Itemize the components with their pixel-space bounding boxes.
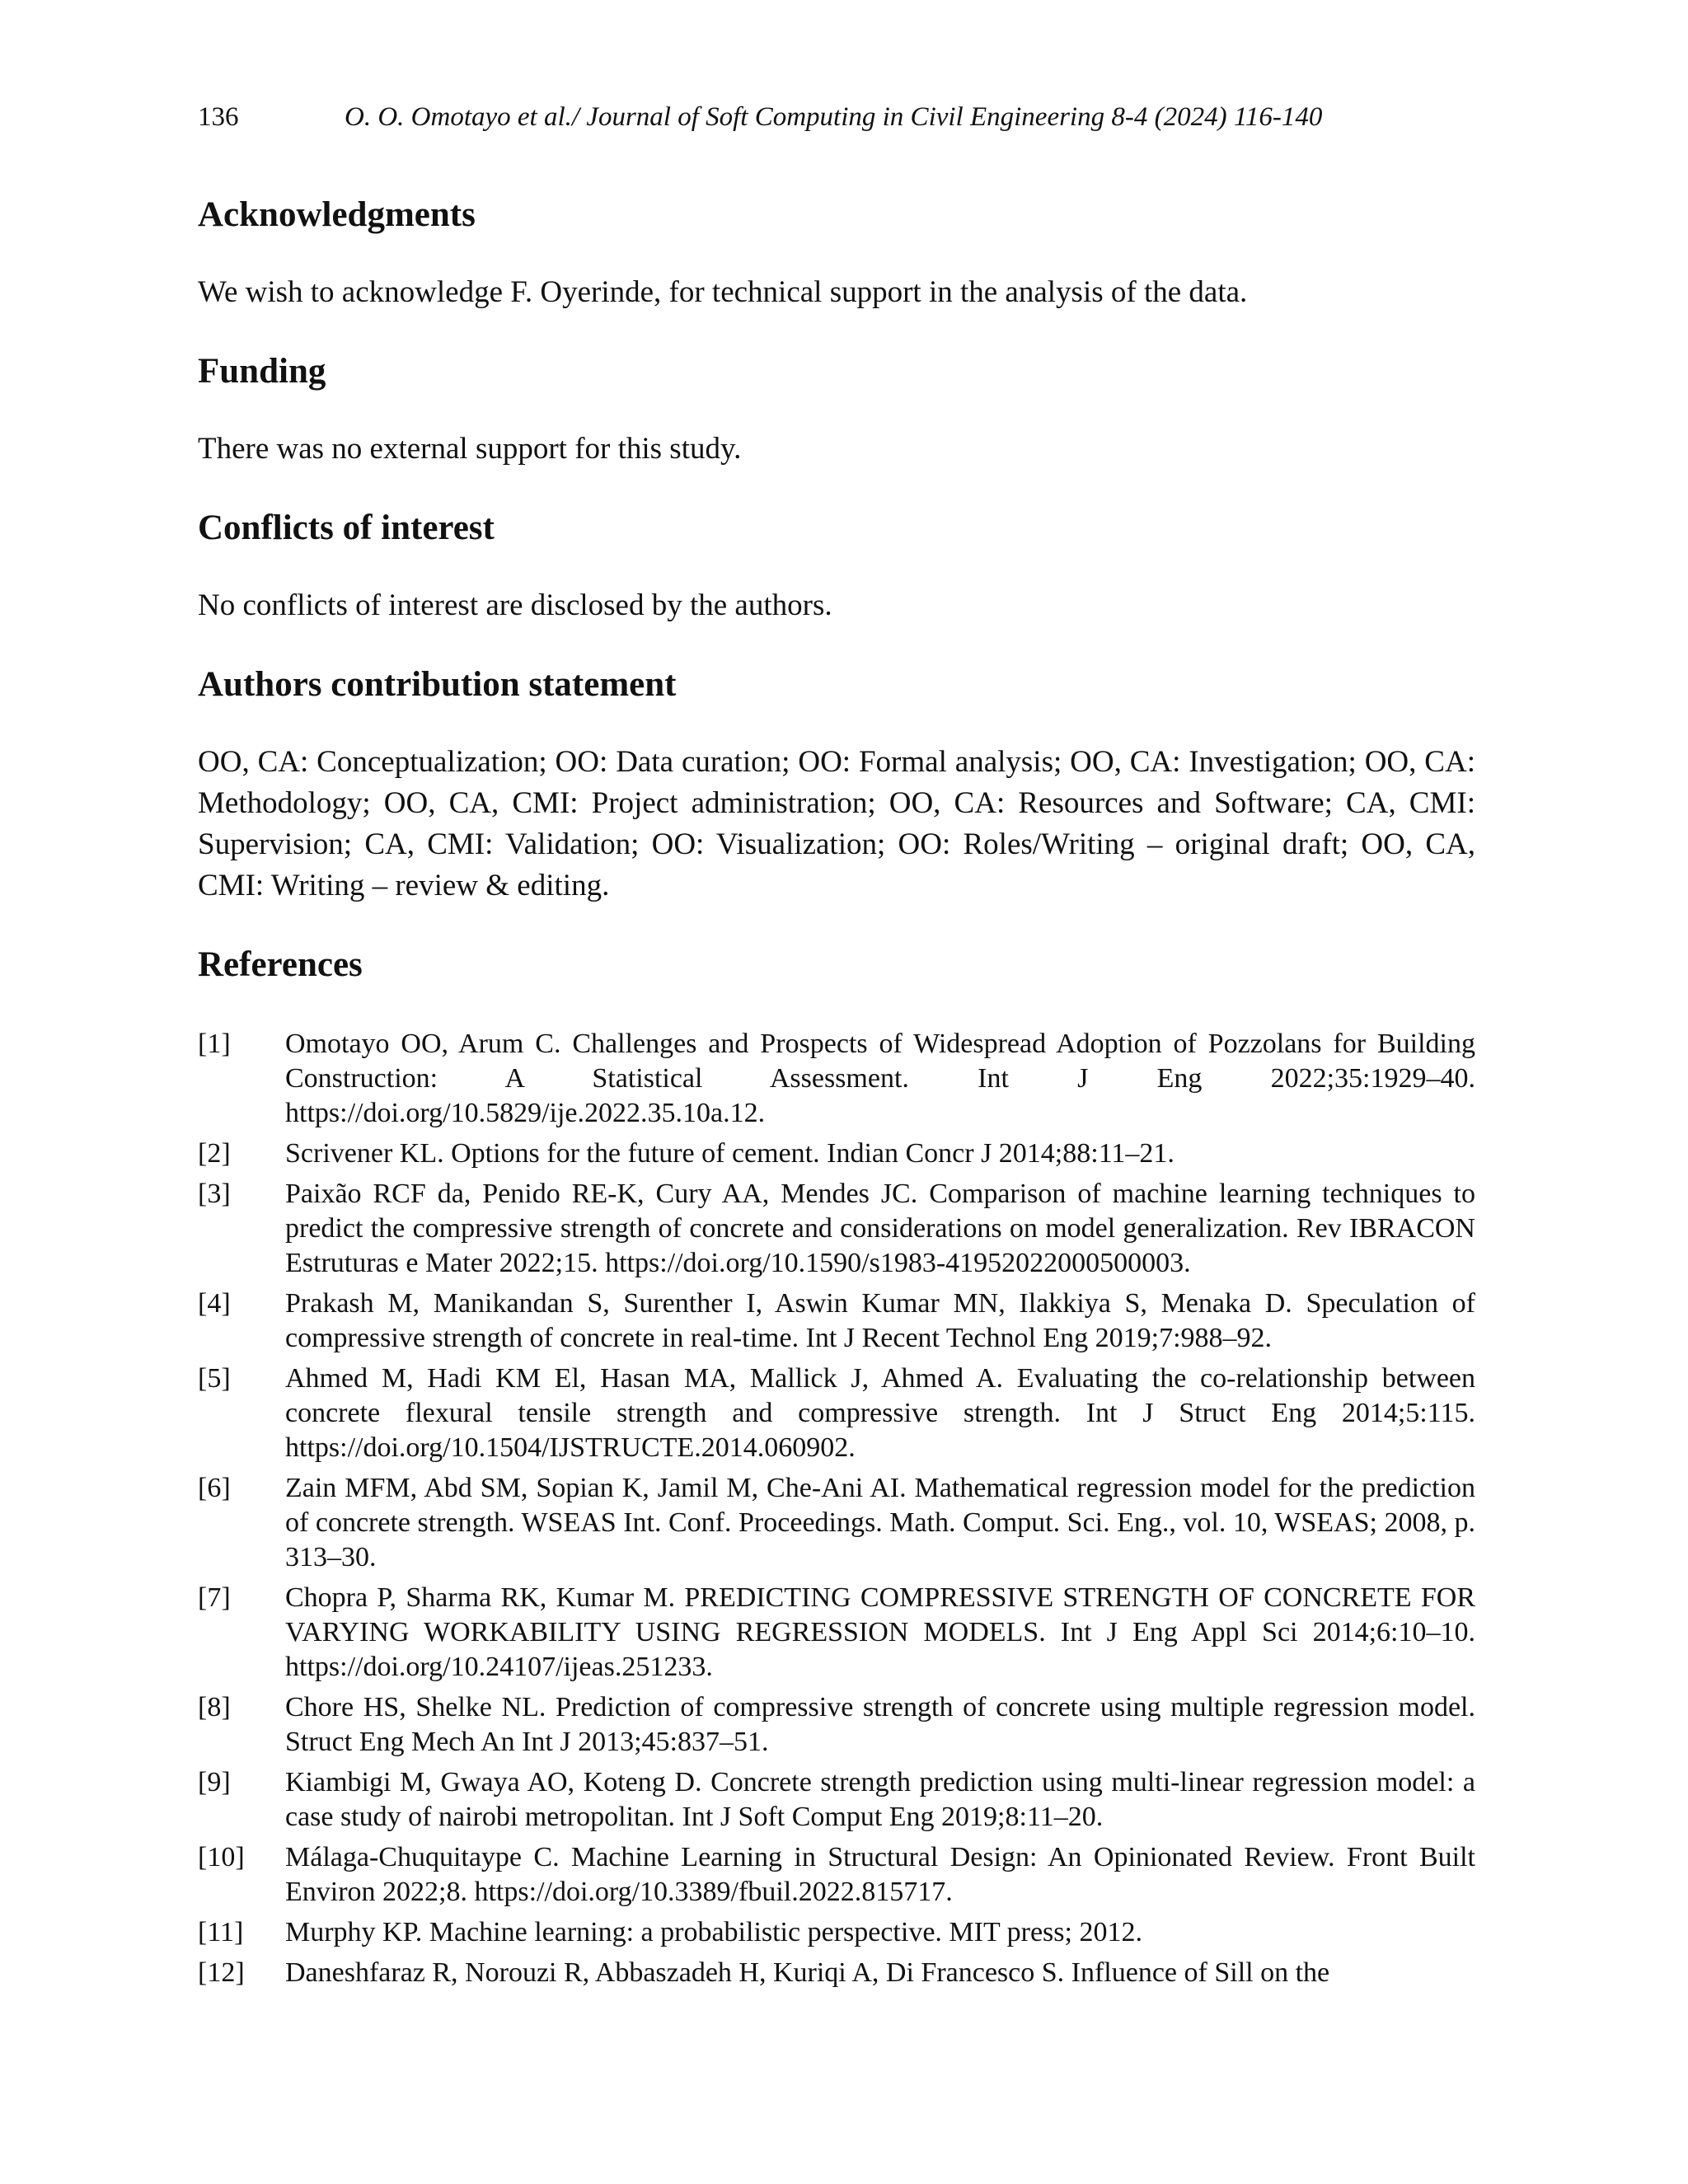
reference-number: [6] [198, 1473, 231, 1503]
reference-text: Paixão RCF da, Penido RE-K, Cury AA, Mendes JC. Comparison of machine learning techniques to predict the compressive strength of concrete and considerations on model generalization. Rev IBRACON Estruturas e Mater 2022;15. https://doi.org/10.1590/s1983-41952022000500003. [285, 1179, 1475, 1278]
contributions-text: OO, CA: Conceptualization; OO: Data curation; OO: Formal analysis; OO, CA: Investigation; OO, CA: Methodology; OO, CA, CMI: Project administration; OO, CA: Resources and Software; CA, CMI: Supervision; CA, CMI: Validation; OO: Visualization; OO: Roles/Writing – original draft; OO, CA, CMI: Writing – review & editing. [198, 745, 1475, 902]
reference-item [198, 1915, 1475, 1950]
references-section [198, 941, 1475, 1990]
funding-text: There was no external support for this study. [198, 432, 742, 466]
reference-number: [8] [198, 1692, 231, 1722]
reference-text: Ahmed M, Hadi KM El, Hasan MA, Mallick J, Ahmed A. Evaluating the co-relationship between concrete flexural tensile strength and compressive strength. Int J Struct Eng 2014;5:115. https://doi.org/10.1504/IJSTRUCTE.2014.060902. [285, 1363, 1475, 1463]
reference-item [198, 1177, 1475, 1281]
reference-item [198, 1137, 1475, 1171]
contributions-heading: Authors contribution statement [198, 665, 677, 704]
journal-citation: O. O. Omotayo et al./ Journal of Soft Computing in Civil Engineering 8-4 (2024) 116-140 [345, 102, 1323, 132]
conflicts-section [198, 504, 1475, 626]
reference-text: Chore HS, Shelke NL. Prediction of compressive strength of concrete using multiple regression model. Struct Eng Mech An Int J 2013;45:837–51. [285, 1692, 1475, 1757]
reference-text: Málaga-Chuquitaype C. Machine Learning in Structural Design: An Opinionated Review. Front Built Environ 2022;8. https://doi.org/10.3389/fbuil.2022.815717. [285, 1842, 1475, 1907]
reference-number: [3] [198, 1179, 231, 1209]
reference-item [198, 1286, 1475, 1356]
reference-number: [2] [198, 1138, 231, 1169]
reference-number: [4] [198, 1288, 231, 1319]
acknowledgments-section [198, 191, 1475, 313]
reference-item [198, 1690, 1475, 1760]
reference-number: [11] [198, 1917, 244, 1947]
page-number: 136 [198, 102, 239, 132]
reference-text: Omotayo OO, Arum C. Challenges and Prospects of Widespread Adoption of Pozzolans for Building Construction: A Statistical Assessment. Int J Eng 2022;35:1929–40. https://doi.org/10.5829/ije.2022.35.10a.12. [285, 1029, 1475, 1128]
funding-section [198, 348, 1475, 470]
reference-list [198, 1027, 1475, 1990]
acknowledgments-heading: Acknowledgments [198, 195, 476, 234]
reference-item [198, 1840, 1475, 1910]
page-content [198, 191, 1475, 1996]
reference-number: [1] [198, 1029, 231, 1059]
reference-item [198, 1027, 1475, 1131]
reference-number: [9] [198, 1767, 231, 1797]
reference-item [198, 1765, 1475, 1835]
acknowledgments-text: We wish to acknowledge F. Oyerinde, for technical support in the analysis of the data. [198, 275, 1248, 309]
reference-text: Daneshfaraz R, Norouzi R, Abbaszadeh H, Kuriqi A, Di Francesco S. Influence of Sill on the [285, 1957, 1330, 1988]
reference-item [198, 1581, 1475, 1685]
reference-text: Murphy KP. Machine learning: a probabilistic perspective. MIT press; 2012. [285, 1917, 1142, 1947]
reference-text: Chopra P, Sharma RK, Kumar M. PREDICTING COMPRESSIVE STRENGTH OF CONCRETE FOR VARYING WORKABILITY USING REGRESSION MODELS. Int J Eng Appl Sci 2014;6:10–10. https://doi.org/10.24107/ijeas.251233. [285, 1582, 1475, 1682]
reference-text: Kiambigi M, Gwaya AO, Koteng D. Concrete strength prediction using multi-linear regression model: a case study of nairobi metropolitan. Int J Soft Comput Eng 2019;8:11–20. [285, 1767, 1475, 1832]
conflicts-text: No conflicts of interest are disclosed by the authors. [198, 588, 832, 622]
funding-heading: Funding [198, 352, 326, 391]
references-heading: References [198, 945, 363, 984]
reference-text: Prakash M, Manikandan S, Surenther I, Aswin Kumar MN, Ilakkiya S, Menaka D. Speculation of compressive strength of concrete in real-time. Int J Recent Technol Eng 2019;7:988–92. [285, 1288, 1475, 1353]
conflicts-heading: Conflicts of interest [198, 509, 495, 547]
contributions-section [198, 661, 1475, 907]
reference-item [198, 1956, 1475, 1990]
reference-text: Scrivener KL. Options for the future of cement. Indian Concr J 2014;88:11–21. [285, 1138, 1175, 1169]
reference-item [198, 1471, 1475, 1575]
reference-text: Zain MFM, Abd SM, Sopian K, Jamil M, Che-Ani AI. Mathematical regression model for the prediction of concrete strength. WSEAS Int. Conf. Proceedings. Math. Comput. Sci. Eng., vol. 10, WSEAS; 2008, p. 313–30. [285, 1473, 1475, 1572]
reference-item [198, 1361, 1475, 1465]
reference-number: [5] [198, 1363, 231, 1394]
reference-number: [12] [198, 1957, 245, 1988]
reference-number: [7] [198, 1582, 231, 1613]
reference-number: [10] [198, 1842, 245, 1872]
